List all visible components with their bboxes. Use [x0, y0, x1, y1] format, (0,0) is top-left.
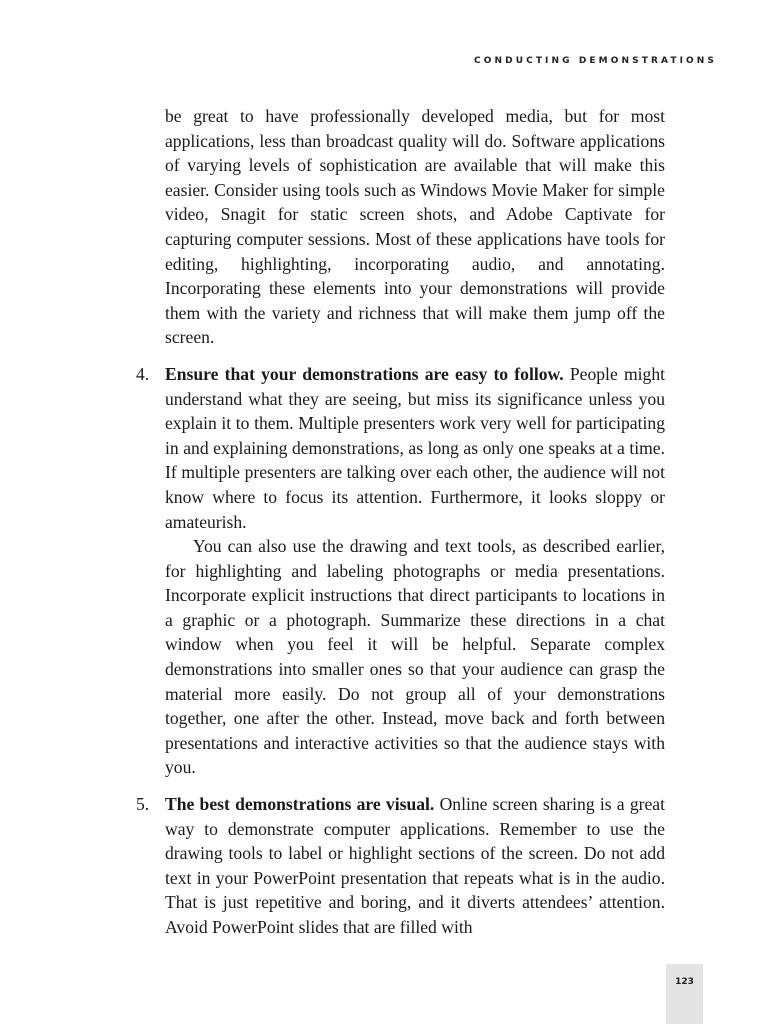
- list-item-text: [165, 362, 665, 534]
- continuation-paragraph: be great to have professionally developed media, but for most applications, less than broadcast quality will do. Software applications of varying levels of sophistication are available that will make this easier. Consider using tools such as Windows Movie Maker for simple video, Snagit for static screen shots, and Adobe Captivate for capturing computer sessions. Most of these applications have tools for editing, highlighting, incorporating audio, and annotating. Incorporating these elements into your demonstrations will provide them with the variety and richness that will make them jump off the screen.: [165, 106, 665, 348]
- list-item-lead: The best demonstrations are visual.: [165, 794, 435, 815]
- list-number: 4.: [136, 363, 150, 384]
- list-item-text: [165, 792, 665, 940]
- list-item-body: Online screen sharing is a great way to demonstrate computer applications. Remember to use the drawing tools to label or highlight sections of the screen. Do not add text in your PowerPoint presentation that repeats what is in the audio. That is just repetitive and boring, and it diverts attendees’ attention. Avoid PowerPoint slides that are filled with: [165, 794, 665, 937]
- list-item-body: People might understand what they are seeing, but miss its significance unless you explain it to them. Multiple presenters work very well for participating in and explaining demonstrations, as long as only one speaks at a time. If multiple presenters are talking over each other, the audience will not know where to focus its attention. Furthermore, it looks sloppy or amateurish.: [165, 363, 665, 532]
- running-header: CONDUCTING DEMONSTRATIONS: [474, 56, 717, 66]
- page-number-tab: [666, 964, 703, 1024]
- page-body: [136, 104, 665, 940]
- list-item-extra-paragraph: You can also use the drawing and text tools, as described earlier, for highlighting and labeling photographs or media presentations. Incorporate explicit instructions that direct participants to locations in a graphic or a photograph. Summarize these directions in a chat window when you feel it will be helpful. Separate complex demonstrations into smaller ones so that your audience can grasp the material more easily. Do not group all of your demonstrations together, one after the other. Instead, move back and forth between presentations and interactive activities so that the audience stays with you.: [165, 536, 665, 778]
- list-number: 5.: [136, 794, 150, 815]
- list-item-4: [136, 362, 665, 780]
- page-number: 123: [675, 977, 694, 987]
- list-item-5: [136, 792, 665, 940]
- list-item-lead: Ensure that your demonstrations are easy to follow.: [165, 363, 564, 384]
